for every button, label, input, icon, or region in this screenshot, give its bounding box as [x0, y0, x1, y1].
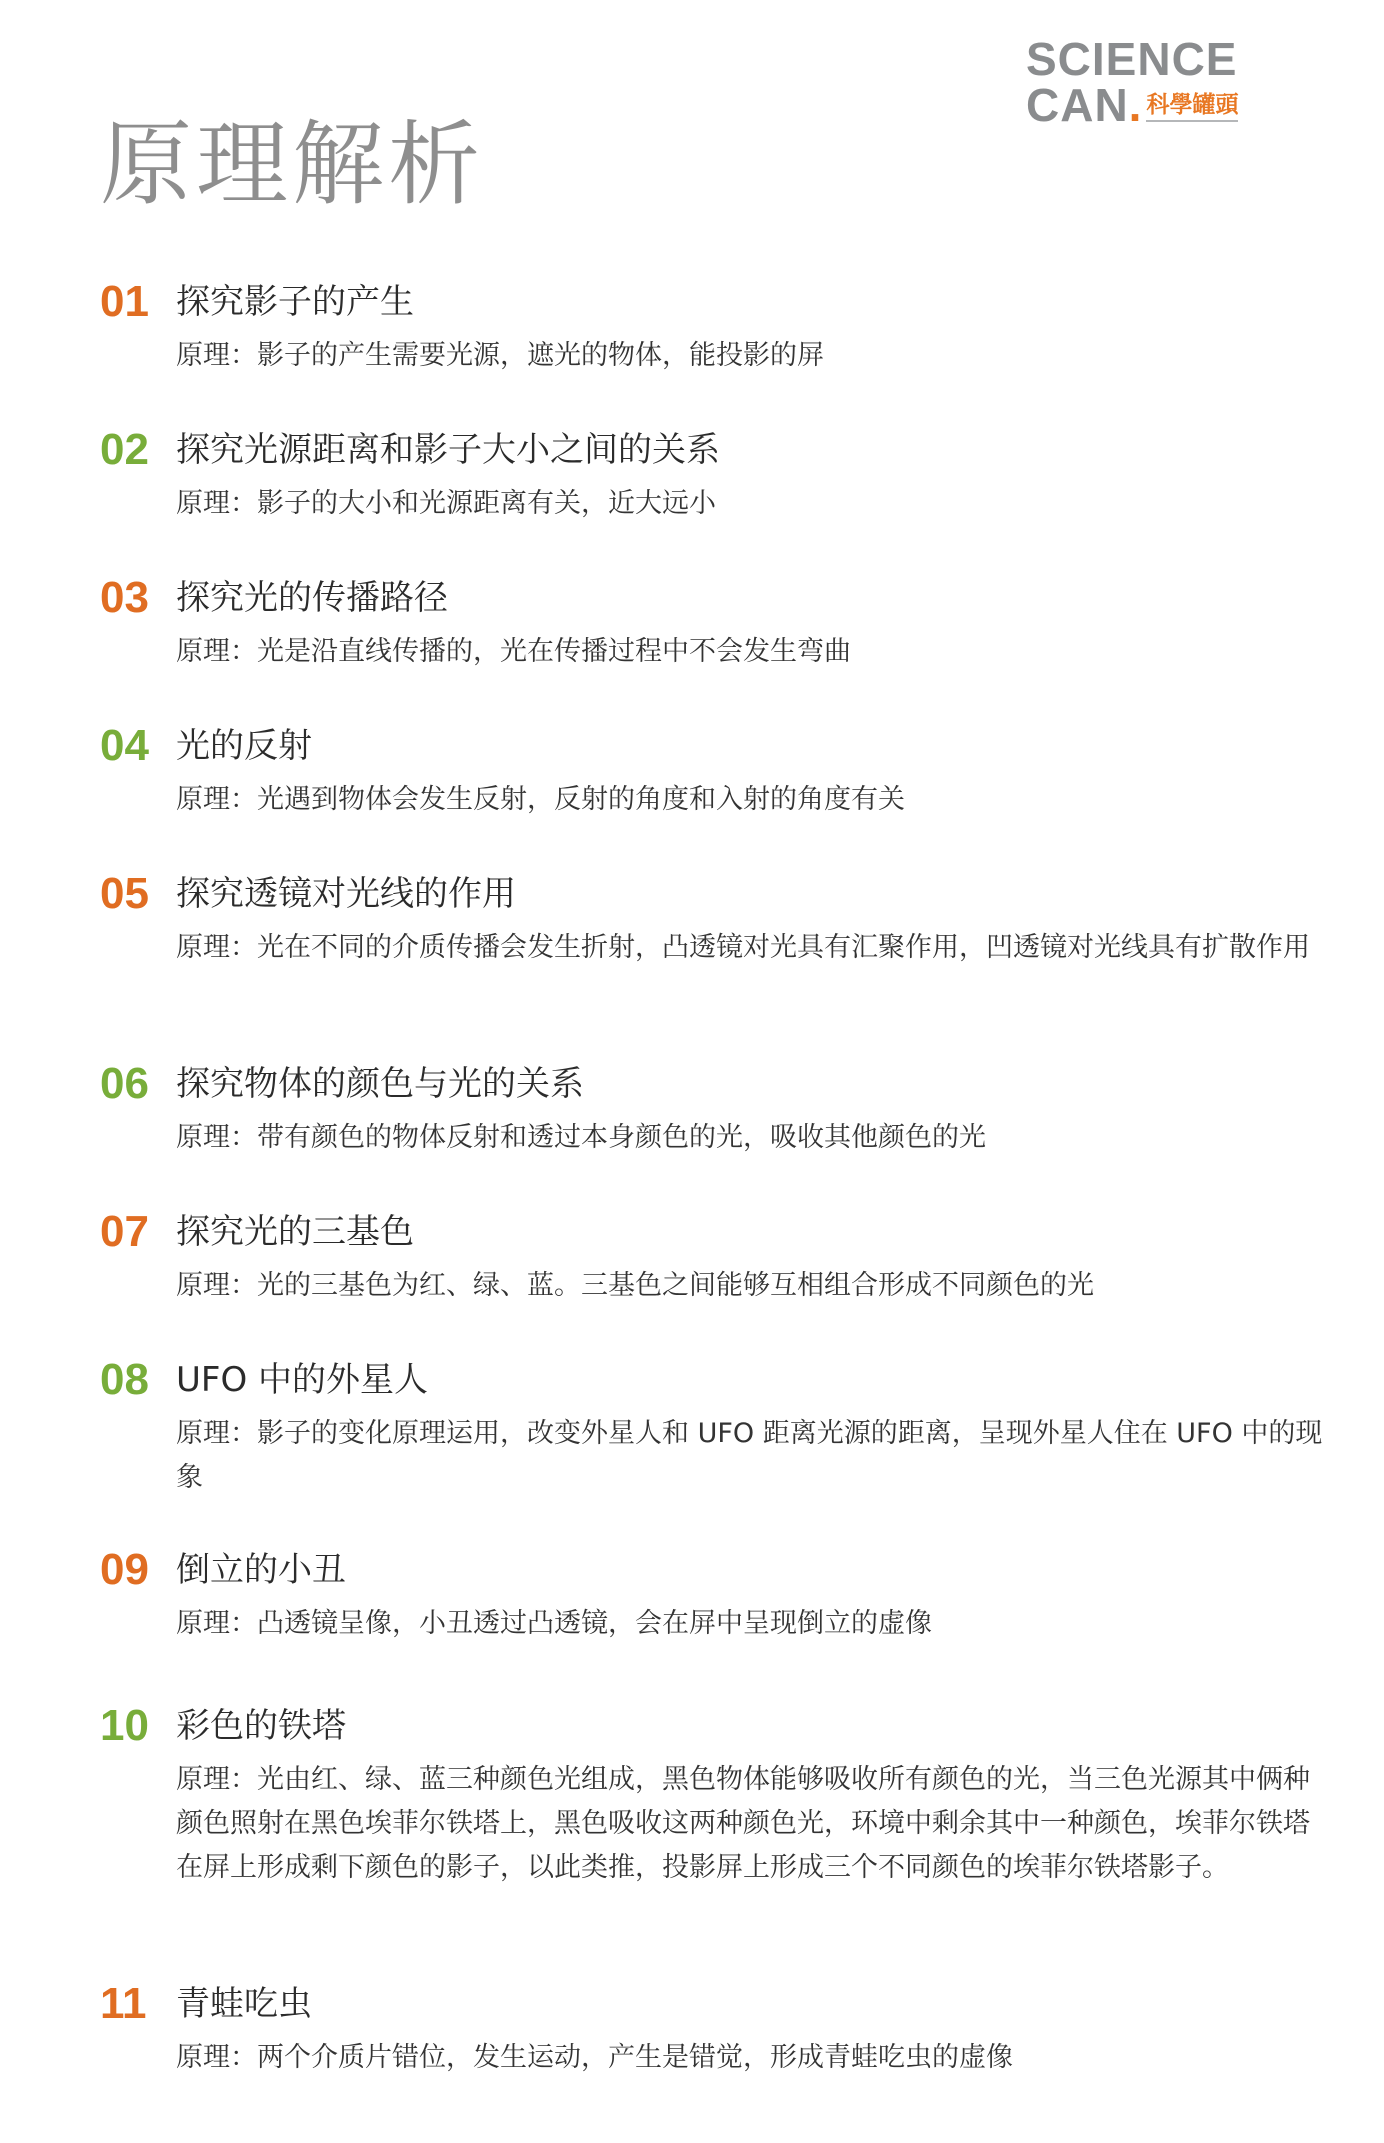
item-number: 08 — [100, 1355, 149, 1404]
item-description: 原理：影子的产生需要光源，遮光的物体，能投影的屏 — [176, 340, 824, 371]
logo-line-two — [1026, 79, 1246, 131]
item-number: 09 — [100, 1545, 149, 1594]
item-number: 02 — [100, 425, 149, 474]
logo-dot: . — [1128, 79, 1143, 131]
item-description: 原理：光是沿直线传播的，光在传播过程中不会发生弯曲 — [176, 636, 851, 667]
page-title: 原理解析 — [100, 111, 485, 218]
logo-text-science: SCIENCE — [1026, 33, 1238, 85]
item-number: 03 — [100, 573, 149, 622]
item-number: 04 — [100, 721, 149, 770]
item-description: 原理：光的三基色为红、绿、蓝。三基色之间能够互相组合形成不同颜色的光 — [176, 1270, 1094, 1301]
item-title: UFO 中的外星人 — [176, 1360, 429, 1400]
item-title: 彩色的铁塔 — [176, 1706, 346, 1746]
item-description: 原理：光在不同的介质传播会发生折射，凸透镜对光具有汇聚作用，凹透镜对光线具有扩散作用 — [176, 932, 1310, 963]
item-description: 原理：影子的大小和光源距离有关，近大远小 — [176, 488, 716, 519]
item-description: 原理：光遇到物体会发生反射，反射的角度和入射的角度有关 — [176, 784, 905, 815]
logo-text-can: CAN — [1026, 79, 1129, 131]
item-title: 倒立的小丑 — [176, 1550, 346, 1590]
item-number: 10 — [100, 1701, 149, 1750]
item-description: 原理：凸透镜呈像，小丑透过凸透镜，会在屏中呈现倒立的虚像 — [176, 1608, 932, 1639]
logo-text-cn: 科學罐頭 — [1146, 94, 1238, 122]
item-number: 11 — [100, 1979, 147, 2028]
item-description: 原理：带有颜色的物体反射和透过本身颜色的光，吸收其他颜色的光 — [176, 1122, 986, 1153]
item-number: 05 — [100, 869, 149, 918]
item-description: 原理：两个介质片错位，发生运动，产生是错觉，形成青蛙吃虫的虚像 — [176, 2042, 1013, 2073]
item-title: 探究光的传播路径 — [176, 578, 448, 618]
item-description: 原理：影子的变化原理运用，改变外星人和 UFO 距离光源的距离，呈现外星人住在 UFO 中的现象 — [176, 1418, 1323, 1493]
item-number: 06 — [100, 1059, 149, 1108]
item-title: 青蛙吃虫 — [176, 1984, 312, 2024]
science-can-logo — [1026, 33, 1246, 131]
item-title: 探究透镜对光线的作用 — [176, 874, 516, 914]
item-title: 光的反射 — [176, 726, 312, 766]
item-number: 01 — [100, 277, 149, 326]
item-title: 探究影子的产生 — [176, 282, 414, 322]
item-title: 探究物体的颜色与光的关系 — [176, 1064, 584, 1104]
item-description: 原理：光由红、绿、蓝三种颜色光组成，黑色物体能够吸收所有颜色的光，当三色光源其中俩种颜色照射在黑色埃菲尔铁塔上，黑色吸收这两种颜色光，环境中剩余其中一种颜色，埃菲尔铁塔在屏上形成剩下颜色的影子，以此类推，投影屏上形成三个不同颜色的埃菲尔铁塔影子。 — [176, 1764, 1310, 1883]
item-title: 探究光的三基色 — [176, 1212, 414, 1252]
item-number: 07 — [100, 1207, 149, 1256]
item-title: 探究光源距离和影子大小之间的关系 — [176, 430, 720, 470]
